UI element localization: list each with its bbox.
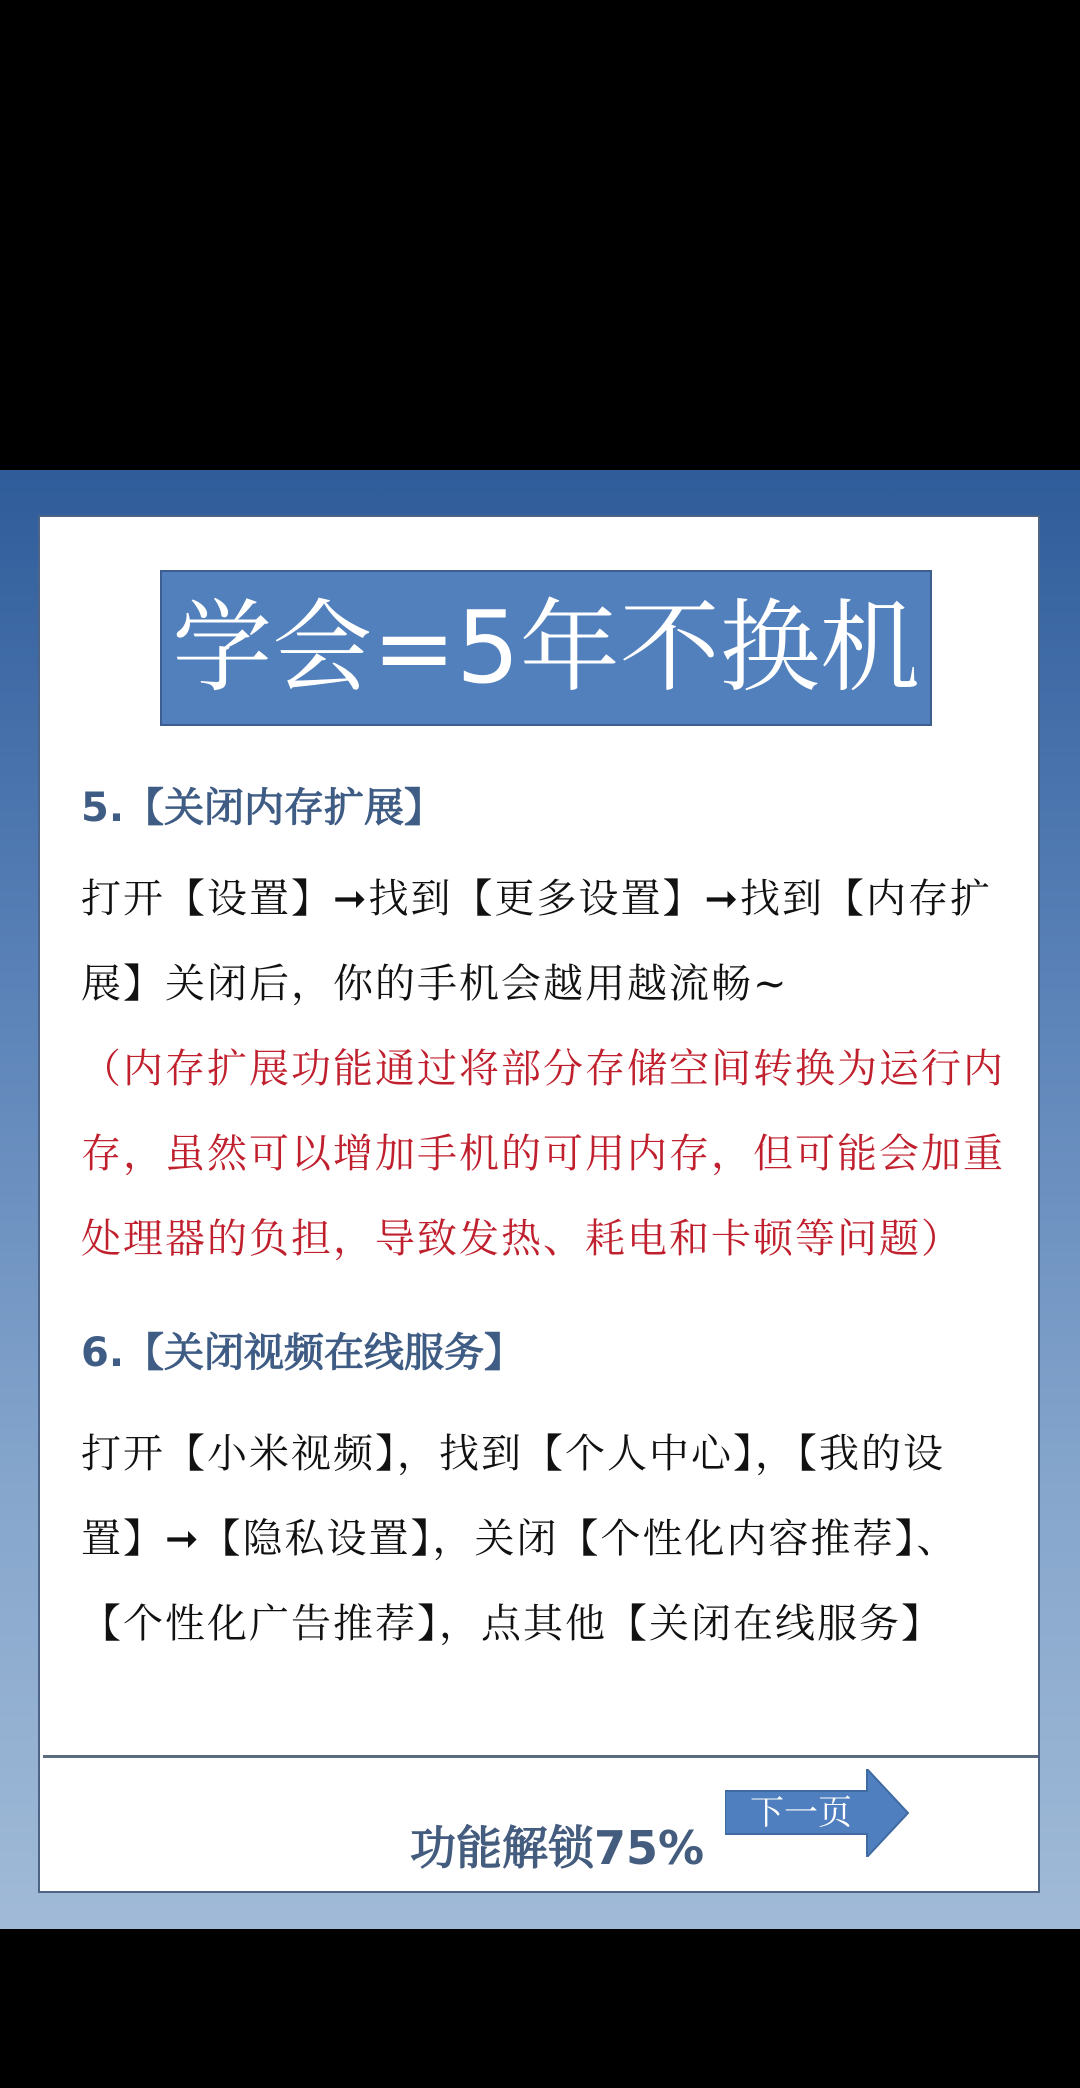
section-5-step-line-1: 打开【设置】➞找到【更多设置】➞找到【内存扩 bbox=[81, 876, 993, 922]
slide-background bbox=[0, 470, 1080, 1929]
unlock-progress-text: 功能解锁75% bbox=[410, 1821, 705, 1875]
section-5-note-line-2: 存，虽然可以增加手机的可用内存，但可能会加重 bbox=[81, 1131, 1005, 1177]
footer-divider bbox=[43, 1755, 1038, 1758]
section-6-step-line-2: 置】➞【隐私设置】，关闭【个性化内容推荐】、 bbox=[81, 1516, 959, 1562]
section-5-note-line-1: （内存扩展功能通过将部分存储空间转换为运行内 bbox=[81, 1046, 1005, 1092]
section-5-note-line-3: 处理器的负担，导致发热、耗电和卡顿等问题） bbox=[81, 1216, 963, 1262]
content-card bbox=[38, 515, 1040, 1893]
next-page-button[interactable] bbox=[725, 1769, 910, 1857]
section-5-step-line-2: 展】关闭后，你的手机会越用越流畅~ bbox=[81, 961, 789, 1007]
section-6-step-line-3: 【个性化广告推荐】，点其他【关闭在线服务】 bbox=[81, 1601, 943, 1647]
page-title: 学会=5年不换机 bbox=[172, 589, 920, 706]
section-6-heading: 6.【关闭视频在线服务】 bbox=[81, 1330, 525, 1376]
title-banner bbox=[160, 570, 932, 726]
section-6-step-line-1: 打开【小米视频】，找到【个人中心】，【我的设 bbox=[81, 1431, 945, 1477]
next-page-label: 下一页 bbox=[750, 1793, 852, 1833]
section-5-heading: 5.【关闭内存扩展】 bbox=[81, 785, 445, 831]
